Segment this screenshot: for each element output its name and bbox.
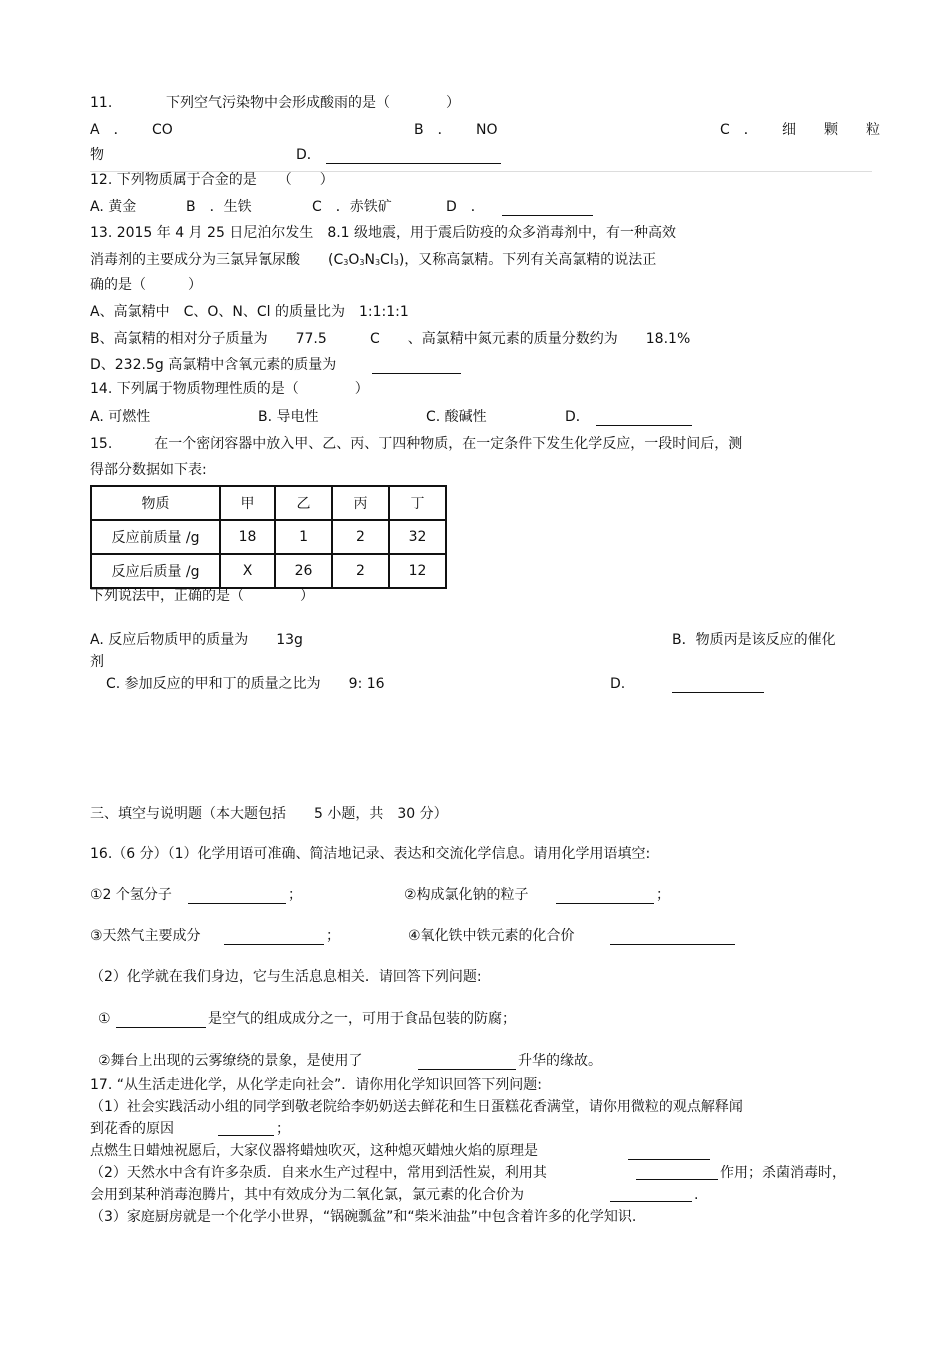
q13-line-1: 13. 2015 年 4 月 25 日尼泊尔发生 8.1 级地震，用于震后防疫的众多消毒剂中，有一种高效 [90, 225, 677, 241]
q11-option-a: CO [152, 122, 173, 138]
q17-line-5-blank[interactable] [610, 1201, 692, 1202]
q12-option-b: B ．生铁 [186, 199, 252, 215]
formula-element: N [364, 252, 375, 268]
q11-option-c-letter: C ． [720, 122, 758, 138]
q13-line-3: 确的是（ ） [90, 277, 202, 293]
section-3-title: 三、填空与说明题（本大题包括 5 小题，共 30 分） [90, 806, 448, 822]
q17-line-3: 点燃生日蜡烛祝愿后，大家仪器将蜡烛吹灭，这种熄灭蜡烛火焰的原理是 [90, 1143, 538, 1159]
q17-line-6: （3）家庭厨房就是一个化学小世界，“锅碗瓢盆”和“柴米油盐”中包含着许多的化学知识. [90, 1209, 637, 1225]
table-cell: X [220, 554, 275, 588]
table-cell: 反应后质量 /g [91, 554, 220, 588]
table-row [91, 520, 446, 554]
q16-stem: 16.（6 分）（1）化学用语可准确、简洁地记录、表达和交流化学信息。请用化学用语填空: [90, 846, 651, 862]
table-cell: 18 [220, 520, 275, 554]
q12-option-c: C ．赤铁矿 [312, 199, 392, 215]
q11-option-b: NO [476, 122, 498, 138]
formula-sub: 3 [343, 258, 349, 267]
q13-line-2 [90, 251, 656, 272]
formula-element: Cl [380, 252, 394, 268]
formula-sub: 3 [359, 258, 365, 267]
q16-part-2-1-marker: ① [98, 1011, 111, 1027]
q14-d-blank[interactable] [596, 425, 692, 426]
q17-stem: 17. “从生活走进化学，从化学走向社会”．请你用化学知识回答下列问题: [90, 1077, 542, 1093]
q11-option-b-letter: B ． [414, 122, 452, 138]
table-cell: 丁 [389, 486, 446, 520]
q12-option-d: D ． [446, 199, 485, 215]
q16-item-1: ①2 个氢分子 [90, 887, 172, 903]
q16-part-2-1-text: 是空气的组成成分之一，可用于食品包装的防腐； [208, 1011, 516, 1027]
q14-option-a: A. 可燃性 [90, 409, 151, 425]
q17-line-3-blank[interactable] [628, 1159, 710, 1160]
q13-option-a: A、高氯精中 C、O、N、Cl 的质量比为 1:1:1:1 [90, 304, 409, 320]
q15-option-b: B．物质丙是该反应的催化 [672, 632, 836, 648]
table-cell: 32 [389, 520, 446, 554]
q17-line-1: （1）社会实践活动小组的同学到敬老院给李奶奶送去鲜花和生日蛋糕花香满堂，请你用微粒的观点解释闻 [90, 1099, 743, 1115]
mass-data-table [90, 485, 447, 589]
table-cell: 2 [332, 554, 389, 588]
q14-stem: 14. 下列属于物质物理性质的是（ ） [90, 381, 369, 397]
table-cell: 12 [389, 554, 446, 588]
q17-line-2-blank[interactable] [218, 1135, 274, 1136]
q16-part-2-2-end: 升华的缘故。 [518, 1053, 602, 1069]
q15-option-a: A. 反应后物质甲的质量为 13g [90, 632, 303, 648]
table-cell: 乙 [275, 486, 332, 520]
q16-item-3-blank[interactable] [224, 944, 324, 945]
table-cell: 2 [332, 520, 389, 554]
q15-option-c: C. 参加反应的甲和丁的质量之比为 9: 16 [106, 676, 385, 692]
q12-stem: 12. 下列物质属于合金的是 （ ） [90, 172, 334, 188]
q15-after-table: 下列说法中，正确的是（ ） [90, 588, 314, 604]
table-cell: 物质 [91, 486, 220, 520]
q15-option-d: D. [610, 676, 626, 692]
table-cell: 丙 [332, 486, 389, 520]
q11-option-d: D． [296, 147, 321, 163]
q11-number: 11. [90, 95, 113, 111]
q12-d-blank[interactable] [502, 215, 593, 216]
q15-line-1: 15. 在一个密闭容器中放入甲、乙、丙、丁四种物质，在一定条件下发生化学反应，一段时间后，测 [90, 436, 743, 452]
q16-part-2-2-text: ②舞台上出现的云雾缭绕的景象，是使用了 [98, 1053, 363, 1069]
q17-line-5: 会用到某种消毒泡腾片，其中有效成分为二氧化氯，氯元素的化合价为 [90, 1187, 524, 1203]
q16-item-4-blank[interactable] [610, 944, 735, 945]
q17-line-2: 到花香的原因 [90, 1121, 174, 1137]
q12-option-a: A. 黄金 [90, 199, 137, 215]
table-cell: 26 [275, 554, 332, 588]
q15-d-blank[interactable] [672, 692, 764, 693]
q15-option-b-continued: 剂 [90, 654, 104, 670]
q11-option-c: 细 颗 粒 [782, 122, 880, 138]
table-cell: 1 [275, 520, 332, 554]
q11-d-blank[interactable] [326, 163, 501, 164]
table-cell: 反应前质量 /g [91, 520, 220, 554]
q17-line-5-end: . [694, 1187, 699, 1203]
formula-element: O [348, 252, 360, 268]
q13-option-d: D、232.5g 高氯精中含氧元素的质量为 [90, 357, 337, 373]
q16-part-2-2-blank[interactable] [418, 1069, 516, 1070]
q16-item-2-blank[interactable] [556, 903, 654, 904]
q16-item-1-end: ； [288, 887, 302, 903]
q13-d-blank[interactable] [372, 373, 461, 374]
q16-item-3-end: ； [326, 928, 340, 944]
q13-option-b: B、高氯精的相对分子质量为 77.5 [90, 331, 327, 347]
q13-line-2a: 消毒剂的主要成分为三氯异氰尿酸 (C [90, 252, 344, 268]
q14-option-d: D． [565, 409, 590, 425]
q11-option-a-letter: A ． [90, 122, 128, 138]
q16-item-3: ③天然气主要成分 [90, 928, 201, 944]
q17-line-4b: 作用；杀菌消毒时， [720, 1165, 846, 1181]
q14-option-c: C. 酸碱性 [426, 409, 487, 425]
table-cell: 甲 [220, 486, 275, 520]
q11-option-c-continued: 物 [90, 147, 104, 163]
q16-item-2: ②构成氯化钠的粒子 [404, 887, 529, 903]
table-row [91, 554, 446, 588]
q15-line-2: 得部分数据如下表: [90, 462, 207, 478]
q16-item-4: ④氧化铁中铁元素的化合价 [408, 928, 575, 944]
q11-stem: 下列空气污染物中会形成酸雨的是（ ） [166, 95, 460, 111]
q16-part-2-1-blank[interactable] [116, 1027, 206, 1028]
q17-line-4-blank[interactable] [636, 1179, 718, 1180]
q14-option-b: B. 导电性 [258, 409, 319, 425]
q16-item-2-end: ； [656, 887, 670, 903]
table-header-row [91, 486, 446, 520]
q13-option-c: C 、高氯精中氮元素的质量分数约为 18.1% [370, 331, 691, 347]
q17-line-2-end: ； [276, 1121, 290, 1137]
formula-sub: 3 [374, 258, 381, 267]
q16-part-2: （2）化学就在我们身边，它与生活息息相关．请回答下列问题: [90, 969, 482, 985]
q17-line-4a: （2）天然水中含有许多杂质．自来水生产过程中，常用到活性炭，利用其 [90, 1165, 547, 1181]
q13-line-2b: )，又称高氯精。下列有关高氯精的说法正 [398, 252, 657, 268]
q16-item-1-blank[interactable] [188, 903, 286, 904]
formula-sub: 3 [393, 258, 399, 267]
